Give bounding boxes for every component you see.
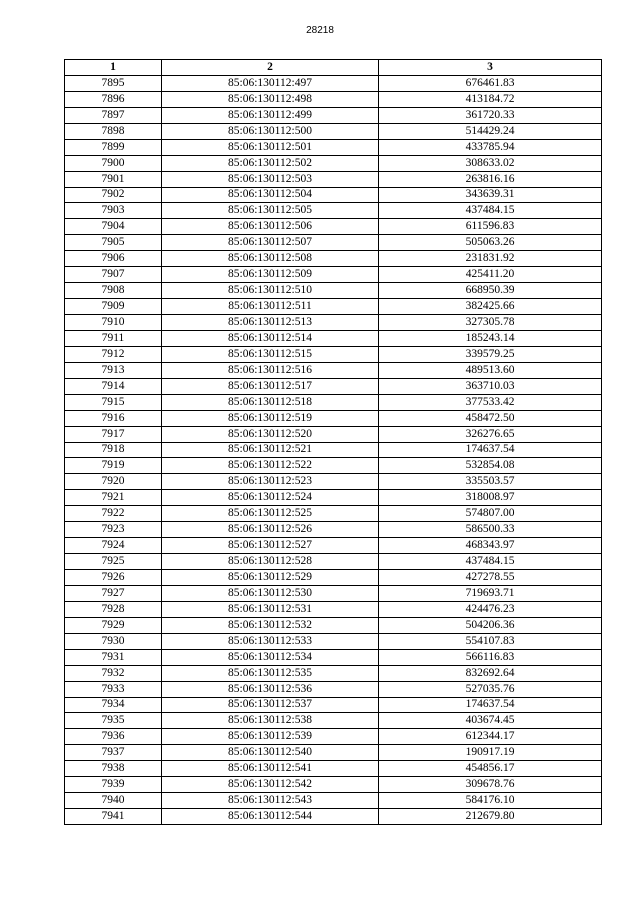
table-cell: 212679.80 xyxy=(379,809,602,825)
table-cell: 85:06:130112:508 xyxy=(162,251,379,267)
table-cell: 326276.65 xyxy=(379,426,602,442)
table-cell: 327305.78 xyxy=(379,315,602,331)
table-row xyxy=(65,729,602,745)
table-cell: 185243.14 xyxy=(379,330,602,346)
table-cell: 7930 xyxy=(65,633,162,649)
table-cell: 7938 xyxy=(65,761,162,777)
table-cell: 514429.24 xyxy=(379,123,602,139)
table-cell: 85:06:130112:544 xyxy=(162,809,379,825)
table-cell: 7904 xyxy=(65,219,162,235)
table-cell: 7897 xyxy=(65,107,162,123)
table-cell: 403674.45 xyxy=(379,713,602,729)
table-cell: 413184.72 xyxy=(379,91,602,107)
table-cell: 85:06:130112:507 xyxy=(162,235,379,251)
table-cell: 527035.76 xyxy=(379,681,602,697)
table-row xyxy=(65,315,602,331)
table-row xyxy=(65,171,602,187)
table-cell: 85:06:130112:533 xyxy=(162,633,379,649)
table-cell: 85:06:130112:500 xyxy=(162,123,379,139)
table-cell: 382425.66 xyxy=(379,299,602,315)
table-cell: 174637.54 xyxy=(379,442,602,458)
table-row xyxy=(65,554,602,570)
table-cell: 7937 xyxy=(65,745,162,761)
table-cell: 427278.55 xyxy=(379,570,602,586)
table-cell: 85:06:130112:543 xyxy=(162,793,379,809)
table-cell: 85:06:130112:499 xyxy=(162,107,379,123)
table-cell: 7895 xyxy=(65,75,162,91)
table-cell: 263816.16 xyxy=(379,171,602,187)
table-row xyxy=(65,330,602,346)
table-cell: 377533.42 xyxy=(379,394,602,410)
table-cell: 7917 xyxy=(65,426,162,442)
table-cell: 85:06:130112:526 xyxy=(162,522,379,538)
table-cell: 85:06:130112:521 xyxy=(162,442,379,458)
table-row xyxy=(65,458,602,474)
table-row xyxy=(65,474,602,490)
table-cell: 85:06:130112:509 xyxy=(162,267,379,283)
table-cell: 7901 xyxy=(65,171,162,187)
table-cell: 554107.83 xyxy=(379,633,602,649)
table-row xyxy=(65,713,602,729)
table-cell: 505063.26 xyxy=(379,235,602,251)
table-cell: 85:06:130112:511 xyxy=(162,299,379,315)
table-cell: 343639.31 xyxy=(379,187,602,203)
table-cell: 489513.60 xyxy=(379,362,602,378)
table-cell: 584176.10 xyxy=(379,793,602,809)
table-row xyxy=(65,251,602,267)
table-cell: 85:06:130112:537 xyxy=(162,697,379,713)
table-row xyxy=(65,793,602,809)
table-cell: 532854.08 xyxy=(379,458,602,474)
table-row xyxy=(65,394,602,410)
table-cell: 85:06:130112:542 xyxy=(162,777,379,793)
table-row xyxy=(65,283,602,299)
table-cell: 85:06:130112:498 xyxy=(162,91,379,107)
table-cell: 7932 xyxy=(65,665,162,681)
table-cell: 7918 xyxy=(65,442,162,458)
table-cell: 335503.57 xyxy=(379,474,602,490)
table-cell: 468343.97 xyxy=(379,538,602,554)
table-cell: 85:06:130112:514 xyxy=(162,330,379,346)
table-cell: 363710.03 xyxy=(379,378,602,394)
table-cell: 85:06:130112:532 xyxy=(162,617,379,633)
data-table xyxy=(64,59,602,825)
table-cell: 7899 xyxy=(65,139,162,155)
table-cell: 7923 xyxy=(65,522,162,538)
table-cell: 85:06:130112:541 xyxy=(162,761,379,777)
table-cell: 668950.39 xyxy=(379,283,602,299)
table-row xyxy=(65,426,602,442)
table-cell: 612344.17 xyxy=(379,729,602,745)
table-row xyxy=(65,745,602,761)
table-cell: 85:06:130112:504 xyxy=(162,187,379,203)
table-row xyxy=(65,378,602,394)
table-cell: 458472.50 xyxy=(379,410,602,426)
table-cell: 85:06:130112:522 xyxy=(162,458,379,474)
table-cell: 7900 xyxy=(65,155,162,171)
table-cell: 7912 xyxy=(65,346,162,362)
table-row xyxy=(65,777,602,793)
table-body xyxy=(65,75,602,824)
table-row xyxy=(65,538,602,554)
table-cell: 85:06:130112:539 xyxy=(162,729,379,745)
table-cell: 361720.33 xyxy=(379,107,602,123)
table-row xyxy=(65,75,602,91)
table-cell: 7920 xyxy=(65,474,162,490)
table-cell: 85:06:130112:525 xyxy=(162,506,379,522)
table-cell: 85:06:130112:501 xyxy=(162,139,379,155)
table-cell: 433785.94 xyxy=(379,139,602,155)
table-cell: 504206.36 xyxy=(379,617,602,633)
table-cell: 7935 xyxy=(65,713,162,729)
table-cell: 85:06:130112:519 xyxy=(162,410,379,426)
table-row xyxy=(65,410,602,426)
table-cell: 425411.20 xyxy=(379,267,602,283)
column-header: 2 xyxy=(162,60,379,76)
table-cell: 85:06:130112:531 xyxy=(162,601,379,617)
table-cell: 7905 xyxy=(65,235,162,251)
table-row xyxy=(65,697,602,713)
table-cell: 7934 xyxy=(65,697,162,713)
table-cell: 7896 xyxy=(65,91,162,107)
table-cell: 566116.83 xyxy=(379,649,602,665)
table-cell: 85:06:130112:530 xyxy=(162,585,379,601)
table-cell: 7926 xyxy=(65,570,162,586)
table-cell: 7928 xyxy=(65,601,162,617)
table-cell: 85:06:130112:505 xyxy=(162,203,379,219)
table-cell: 7924 xyxy=(65,538,162,554)
table-cell: 174637.54 xyxy=(379,697,602,713)
table-cell: 7908 xyxy=(65,283,162,299)
table-row xyxy=(65,617,602,633)
table-row xyxy=(65,219,602,235)
table-cell: 7902 xyxy=(65,187,162,203)
table-cell: 85:06:130112:538 xyxy=(162,713,379,729)
table-cell: 7914 xyxy=(65,378,162,394)
table-cell: 7939 xyxy=(65,777,162,793)
table-cell: 85:06:130112:510 xyxy=(162,283,379,299)
table-row xyxy=(65,235,602,251)
table-cell: 318008.97 xyxy=(379,490,602,506)
table-row xyxy=(65,633,602,649)
table-cell: 85:06:130112:520 xyxy=(162,426,379,442)
table-row xyxy=(65,139,602,155)
table-cell: 231831.92 xyxy=(379,251,602,267)
table-cell: 7903 xyxy=(65,203,162,219)
column-header: 1 xyxy=(65,60,162,76)
table-row xyxy=(65,299,602,315)
table-cell: 676461.83 xyxy=(379,75,602,91)
table-cell: 7909 xyxy=(65,299,162,315)
table-row xyxy=(65,346,602,362)
table-cell: 7921 xyxy=(65,490,162,506)
table-row xyxy=(65,649,602,665)
table-row xyxy=(65,362,602,378)
table-cell: 7927 xyxy=(65,585,162,601)
table-cell: 7919 xyxy=(65,458,162,474)
table-cell: 85:06:130112:523 xyxy=(162,474,379,490)
table-row xyxy=(65,267,602,283)
table-row xyxy=(65,91,602,107)
column-header: 3 xyxy=(379,60,602,76)
table-cell: 85:06:130112:516 xyxy=(162,362,379,378)
table-cell: 308633.02 xyxy=(379,155,602,171)
table-cell: 7941 xyxy=(65,809,162,825)
table-cell: 7913 xyxy=(65,362,162,378)
table-cell: 7931 xyxy=(65,649,162,665)
table-cell: 85:06:130112:527 xyxy=(162,538,379,554)
table-cell: 85:06:130112:536 xyxy=(162,681,379,697)
table-cell: 454856.17 xyxy=(379,761,602,777)
table-cell: 85:06:130112:515 xyxy=(162,346,379,362)
table-cell: 85:06:130112:506 xyxy=(162,219,379,235)
table-cell: 7916 xyxy=(65,410,162,426)
table-cell: 7933 xyxy=(65,681,162,697)
table-cell: 85:06:130112:502 xyxy=(162,155,379,171)
table-cell: 7925 xyxy=(65,554,162,570)
table-cell: 85:06:130112:517 xyxy=(162,378,379,394)
table-row xyxy=(65,761,602,777)
table-cell: 85:06:130112:529 xyxy=(162,570,379,586)
table-header-row xyxy=(65,60,602,76)
table-cell: 85:06:130112:524 xyxy=(162,490,379,506)
table-row xyxy=(65,506,602,522)
table-cell: 309678.76 xyxy=(379,777,602,793)
table-cell: 85:06:130112:540 xyxy=(162,745,379,761)
table-row xyxy=(65,570,602,586)
table-row xyxy=(65,665,602,681)
table-cell: 85:06:130112:535 xyxy=(162,665,379,681)
table-cell: 7922 xyxy=(65,506,162,522)
table-cell: 85:06:130112:528 xyxy=(162,554,379,570)
table-cell: 719693.71 xyxy=(379,585,602,601)
table-cell: 832692.64 xyxy=(379,665,602,681)
table-row xyxy=(65,107,602,123)
table-cell: 7940 xyxy=(65,793,162,809)
table-cell: 586500.33 xyxy=(379,522,602,538)
table-row xyxy=(65,123,602,139)
table-cell: 7907 xyxy=(65,267,162,283)
table-cell: 437484.15 xyxy=(379,554,602,570)
table-cell: 85:06:130112:518 xyxy=(162,394,379,410)
table-row xyxy=(65,681,602,697)
table-cell: 85:06:130112:497 xyxy=(162,75,379,91)
table-row xyxy=(65,155,602,171)
table-cell: 574807.00 xyxy=(379,506,602,522)
table-row xyxy=(65,442,602,458)
table-cell: 7906 xyxy=(65,251,162,267)
table-cell: 7911 xyxy=(65,330,162,346)
table-row xyxy=(65,522,602,538)
table-cell: 190917.19 xyxy=(379,745,602,761)
table-row xyxy=(65,809,602,825)
table-cell: 7915 xyxy=(65,394,162,410)
table-row xyxy=(65,585,602,601)
table-cell: 85:06:130112:503 xyxy=(162,171,379,187)
table-row xyxy=(65,490,602,506)
table-cell: 424476.23 xyxy=(379,601,602,617)
table-cell: 339579.25 xyxy=(379,346,602,362)
table-cell: 7936 xyxy=(65,729,162,745)
table-cell: 7910 xyxy=(65,315,162,331)
table-row xyxy=(65,601,602,617)
table-cell: 85:06:130112:513 xyxy=(162,315,379,331)
table-row xyxy=(65,203,602,219)
table-cell: 611596.83 xyxy=(379,219,602,235)
page-number: 28218 xyxy=(306,25,334,36)
table-cell: 437484.15 xyxy=(379,203,602,219)
table-cell: 85:06:130112:534 xyxy=(162,649,379,665)
table-cell: 7929 xyxy=(65,617,162,633)
table-cell: 7898 xyxy=(65,123,162,139)
table-row xyxy=(65,187,602,203)
